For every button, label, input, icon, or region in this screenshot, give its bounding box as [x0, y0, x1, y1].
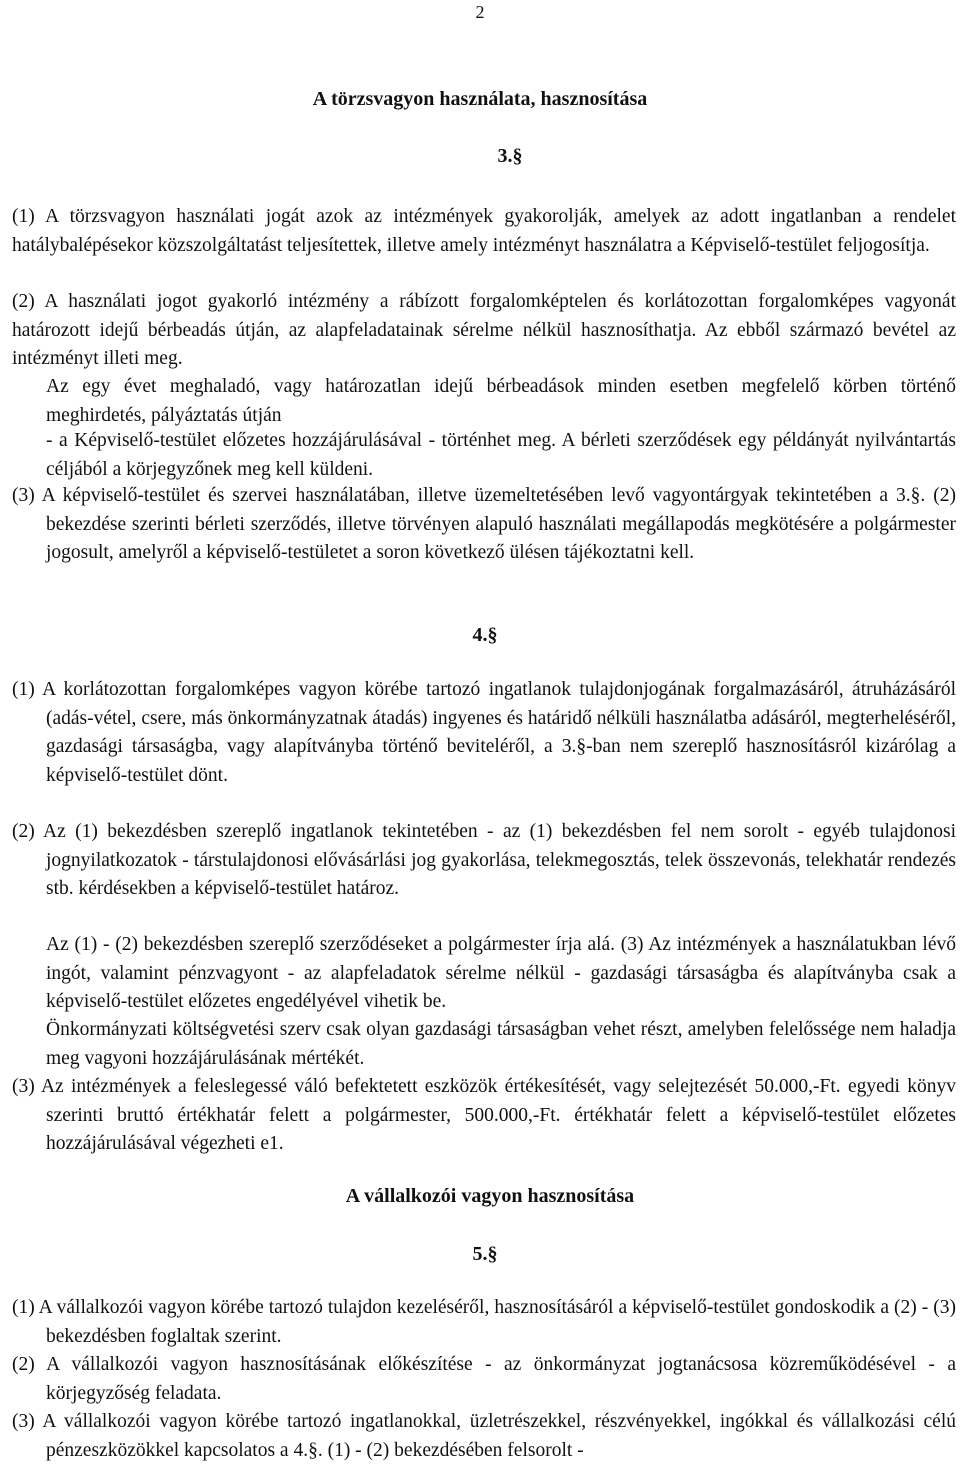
paragraph-4-1: (1) A korlátozottan forgalomképes vagyon körébe tartozó ingatlanok tulajdonjogának forgalmazásáról, átruházásáról (adás-vétel, csere, más önkormányzatnak átadás) ingyenes és határidő nélküli használatba adásáról, megterheléséről, gazdasági társaságba, vagy alapítványba történő beviteléről, a 3.§-ban nem szereplő hasznosításról kizárólag a képviselő-testület dönt. — [12, 679, 956, 786]
paragraph-3-1: (1) A törzsvagyon használati jogát azok az intézmények gyakorolják, amelyek az adott ingatlanban a rendelet hatálybalépésekor közszolgáltatást teljesítettek, illetve amely intézményt használatra a Képviselő-testület feljogosítja. — [12, 206, 956, 256]
paragraph-3-2-condition: - a Képviselő-testület előzetes hozzájárulásával - történhet meg. A bérleti szerződések egy példányát nyilvántartás céljából a körjegyzőnek meg kell küldeni. — [46, 430, 956, 480]
section-number-4: 4.§ — [472, 624, 498, 646]
section-heading: A törzsvagyon használata, hasznosítása — [312, 88, 648, 110]
paragraph-4-2-signing: Az (1) - (2) bekezdésben szereplő szerződéseket a polgármester írja alá. (3) Az intézmények a használatukban lévő ingót, valamint pénzvagyont - az alapfeladatok sérelme nélkül - gazdasági társaságba és alapítványba csak a képviselő-testület előzetes engedélyével vihetik be. — [46, 934, 956, 1012]
paragraph-4-2-budgetary: Önkormányzati költségvetési szerv csak olyan gazdasági társaságban vehet részt, amelyben felelőssége nem haladja meg vagyoni hozzájárulásának mértékét. — [46, 1019, 956, 1069]
paragraph-5-2: (2) A vállalkozói vagyon hasznosításának előkészítése - az önkormányzat jogtanácsosa közreműködésével - a körjegyzőség feladata. — [12, 1354, 956, 1404]
page-number: 2 — [475, 2, 485, 22]
paragraph-3-3: (3) A képviselő-testület és szervei használatában, illetve üzemeltetésében levő vagyontárgyak tekintetében a 3.§. (2) bekezdése szerinti bérleti szerződés, illetve törvényen alapuló használati megállapodás megkötésére a polgármester jogosult, amelyről a képviselő-testületet a soron következő ülésen tájékoztatni kell. — [12, 485, 956, 563]
paragraph-5-1: (1) A vállalkozói vagyon körébe tartozó tulajdon kezeléséről, hasznosításáról a képviselő-testület gondoskodik a (2) - (3) bekezdésben foglaltak szerint. — [12, 1297, 956, 1347]
paragraph-4-2: (2) Az (1) bekezdésben szereplő ingatlanok tekintetében - az (1) bekezdésben fel nem sorolt - egyéb tulajdonosi jognyilatkozatok - társtulajdonosi elővásárlási jog gyakorlása, telekmegosztás, telek összevonás, telekhatár rendezés stb. kérdésekben a képviselő-testület határoz. — [12, 821, 956, 899]
paragraph-4-3: (3) Az intézmények a feleslegessé váló befektetett eszközök értékesítését, vagy selejtezését 50.000,-Ft. egyedi könyv szerinti bruttó értékhatár felett a polgármester, 500.000,-Ft. értékhatár felett a képviselő-testület előzetes hozzájárulásával végezheti e1. — [12, 1076, 956, 1154]
paragraph-3-2-continued: Az egy évet meghaladó, vagy határozatlan idejű bérbeadások minden esetben megfelelő körben történő meghirdetés, pályáztatás útján — [46, 376, 956, 426]
section-number-5: 5.§ — [472, 1243, 498, 1265]
section-number-3: 3.§ — [497, 145, 523, 167]
section-heading-enterprise: A vállalkozói vagyon hasznosítása — [345, 1185, 635, 1207]
paragraph-3-2: (2) A használati jogot gyakorló intézmény a rábízott forgalomképtelen és korlátozottan forgalomképes vagyonát határozott idejű bérbeadás útján, az alapfeladatainak sérelme nélkül hasznosíthatja. Az ebből származó bevétel az intézményt illeti meg. — [12, 291, 956, 369]
paragraph-5-3: (3) A vállalkozói vagyon körébe tartozó ingatlanokkal, üzletrészekkel, részvényekkel, ingókkal és vállalkozási célú pénzeszközökkel kapcsolatos a 4.§. (1) - (2) bekezdésében felsorolt - — [12, 1411, 956, 1461]
